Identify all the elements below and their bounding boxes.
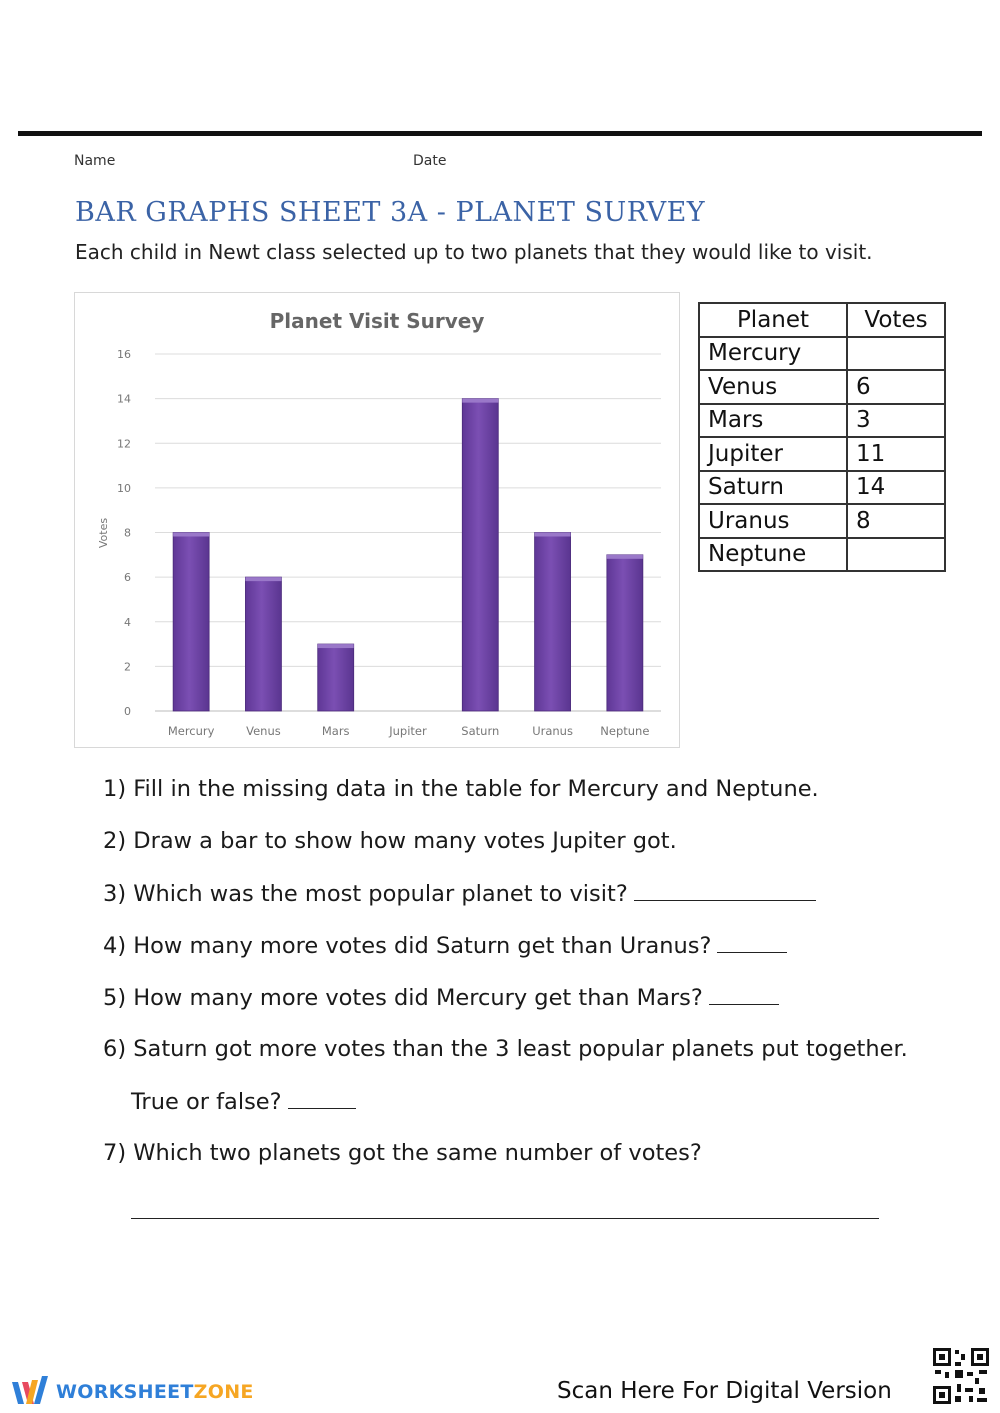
chart-svg [75,293,679,747]
table-row [699,538,945,572]
question-4-text: 4) How many more votes did Saturn get than Uranus? [103,933,712,959]
answer-line-4[interactable] [717,932,787,953]
question-5-text: 5) How many more votes did Mercury get than Mars? [103,985,703,1011]
planet-cell: Neptune [699,538,847,572]
question-7: 7) Which two planets got the same number of votes? [103,1140,702,1166]
votes-cell: 11 [847,437,945,471]
brand-name-part1: WORKSHEET [56,1381,194,1403]
x-tick-label: Mars [321,724,350,738]
bar-chart [74,292,680,748]
votes-cell[interactable] [847,337,945,371]
question-6b [131,1088,356,1115]
votes-cell[interactable] [847,538,945,572]
brand-name-part2: ZONE [193,1381,254,1403]
table-header-row [699,303,945,337]
y-tick-label: 16 [117,348,131,361]
bar [535,533,571,712]
name-label: Name [74,153,116,169]
bar [245,577,281,711]
question-2: 2) Draw a bar to show how many votes Jupiter got. [103,828,677,854]
bar [607,555,643,711]
planet-cell: Venus [699,370,847,404]
bar-top [607,555,643,559]
answer-line-3[interactable] [634,880,816,901]
question-3-text: 3) Which was the most popular planet to visit? [103,881,628,907]
intro-text: Each child in Newt class selected up to two planets that they would like to visit. [75,240,873,264]
bar-top [245,577,281,581]
bar-top [173,533,209,537]
top-rule [18,131,982,136]
question-5 [103,984,779,1011]
question-3 [103,880,816,907]
bar [173,533,209,712]
bar [462,399,498,711]
table-row [699,504,945,538]
table-row [699,404,945,438]
x-tick-label: Jupiter [389,724,427,738]
planet-cell: Mercury [699,337,847,371]
table-header-votes: Votes [847,303,945,337]
y-tick-label: 14 [117,392,131,406]
answer-line-5[interactable] [709,984,779,1005]
question-6: 6) Saturn got more votes than the 3 least popular planets put together. [103,1036,908,1062]
answer-line-6[interactable] [288,1088,356,1109]
votes-cell: 14 [847,471,945,505]
bar-top [462,399,498,403]
votes-cell: 6 [847,370,945,404]
brand-name [56,1381,254,1403]
qr-code-icon[interactable] [931,1346,991,1406]
planet-cell: Jupiter [699,437,847,471]
table-row [699,337,945,371]
y-tick-label: 0 [124,705,131,718]
brand-logo-group [10,1374,254,1410]
votes-table [698,302,946,572]
table-header-planet: Planet [699,303,847,337]
table-row [699,370,945,404]
x-tick-label: Uranus [532,724,573,738]
planet-cell: Saturn [699,471,847,505]
table-row [699,437,945,471]
planet-cell: Uranus [699,504,847,538]
table-row [699,471,945,505]
x-tick-label: Venus [246,724,281,738]
x-tick-label: Mercury [167,724,215,738]
answer-line-7[interactable] [131,1218,879,1219]
question-1: 1) Fill in the missing data in the table for Mercury and Neptune. [103,776,819,802]
planet-cell: Mars [699,404,847,438]
worksheetzone-logo-icon [10,1374,52,1410]
y-tick-label: 6 [124,571,131,585]
y-tick-label: 12 [117,437,131,451]
votes-cell: 3 [847,404,945,438]
chart-title: Planet Visit Survey [269,309,485,333]
votes-cell: 8 [847,504,945,538]
bar [318,644,354,711]
question-4 [103,932,787,959]
y-tick-label: 8 [124,526,131,540]
date-label: Date [413,153,447,169]
x-tick-label: Neptune [600,724,650,738]
scan-text: Scan Here For Digital Version [557,1378,892,1404]
bar-top [318,644,354,648]
bar-top [535,533,571,537]
y-tick-label: 2 [124,660,131,674]
x-tick-label: Saturn [461,724,500,738]
question-6b-text: True or false? [131,1089,282,1115]
y-tick-label: 10 [117,481,131,495]
sheet-title: BAR GRAPHS SHEET 3A - PLANET SURVEY [75,197,706,228]
y-axis-label: Votes [97,517,110,549]
y-tick-label: 4 [124,615,131,629]
